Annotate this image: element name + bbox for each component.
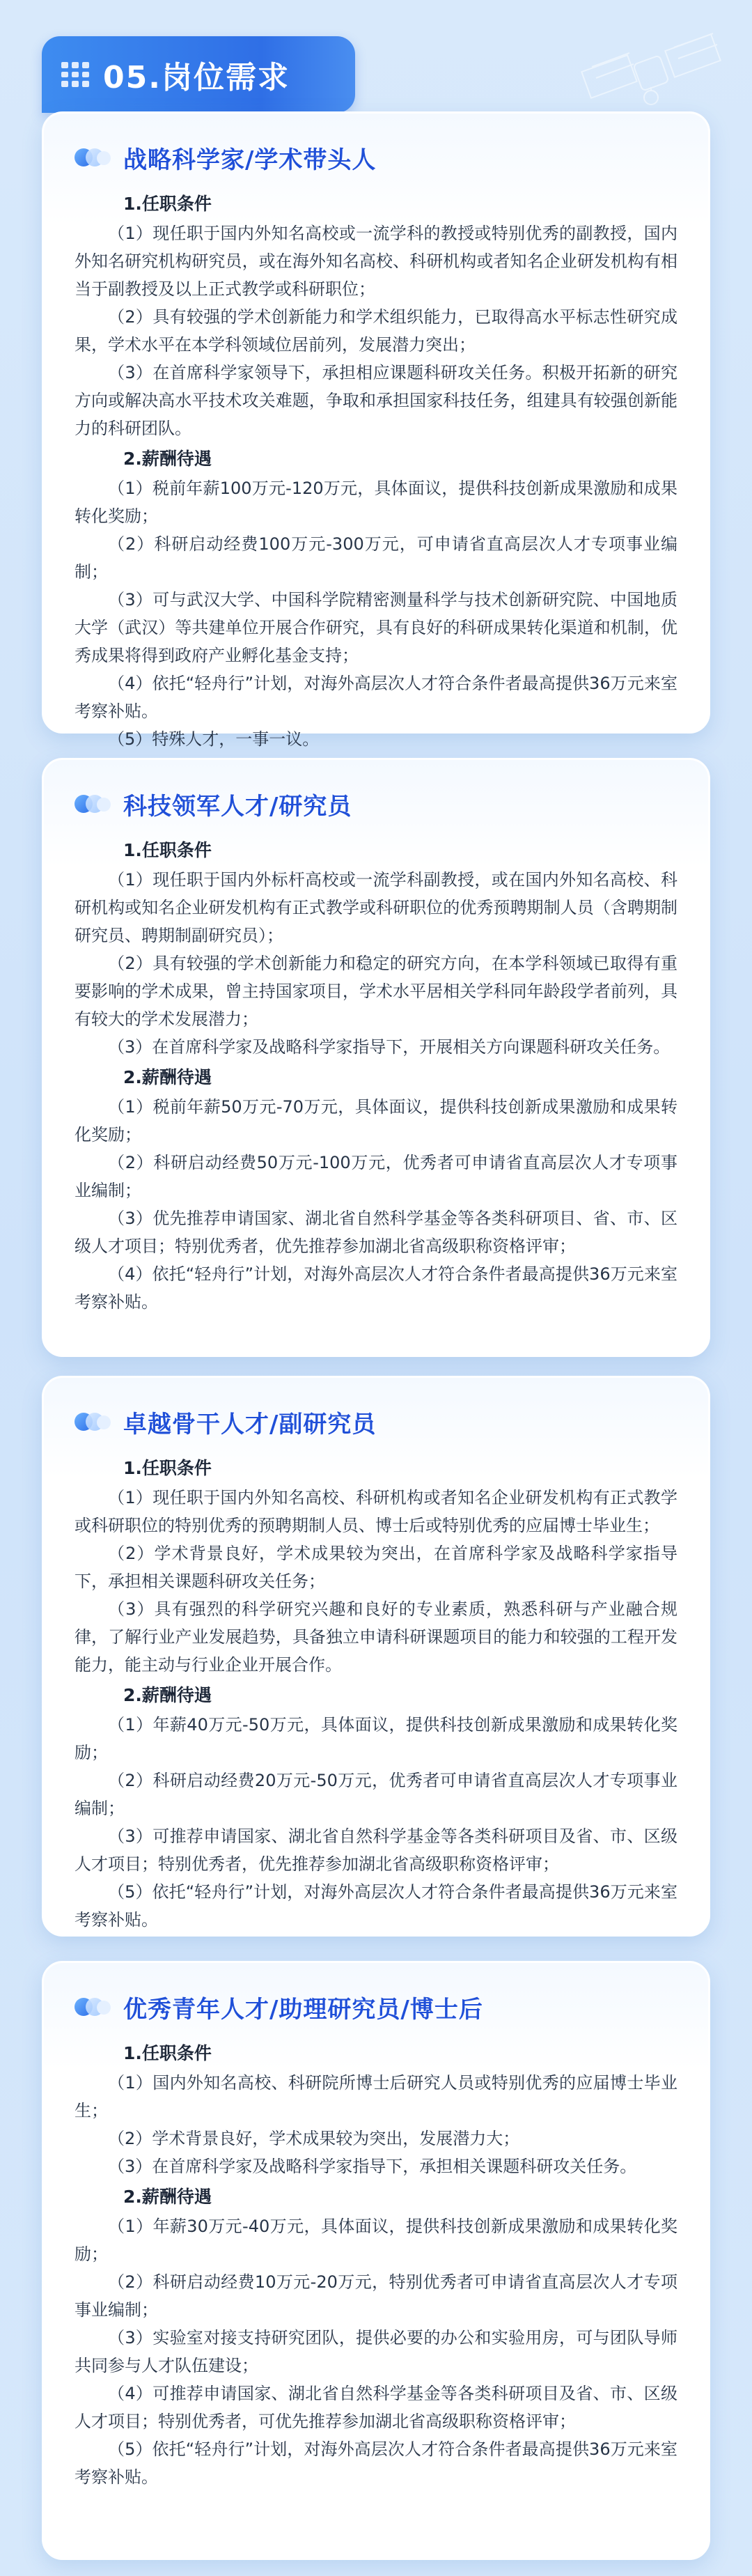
list-item: （1）税前年薪100万元-120万元，具体面议，提供科技创新成果激励和成果转化奖励； — [75, 479, 677, 526]
list-item: （4）依托“轻舟行”计划，对海外高层次人才符合条件者最高提供36万元来室考察补贴。 — [75, 674, 677, 721]
section-heading-qualifications: 1.任职条件 — [123, 1458, 212, 1478]
list-item: （3）优先推荐申请国家、湖北省自然科学基金等各类科研项目、省、市、区级人才项目；特别优秀者，优先推荐参加湖北省高级职称资格评审； — [75, 1209, 677, 1256]
position-card-strategic-scientist — [42, 111, 710, 749]
list-item: （2）科研启动经费50万元-100万元，优秀者可申请省直高层次人才专项事业编制； — [75, 1153, 677, 1200]
card-title: 卓越骨干人才/副研究员 — [123, 1410, 377, 1438]
list-item: （3）在首席科学家及战略科学家指导下，承担相关课题科研攻关任务。 — [108, 2157, 637, 2176]
section-header — [42, 36, 355, 113]
list-item: （2）科研启动经费100万元-300万元，可申请省直高层次人才专项事业编制； — [75, 534, 677, 582]
bubble-icon — [75, 793, 111, 814]
list-item: （5）依托“轻舟行”计划，对海外高层次人才符合条件者最高提供36万元来室考察补贴。 — [75, 2439, 677, 2487]
list-item: （5）依托“轻舟行”计划，对海外高层次人才符合条件者最高提供36万元来室考察补贴。 — [75, 1882, 677, 1930]
card-title: 科技领军人才/研究员 — [123, 792, 352, 821]
section-heading-qualifications: 1.任职条件 — [123, 2043, 212, 2063]
position-card-associate-researcher — [42, 1376, 710, 1937]
section-heading-compensation: 2.薪酬待遇 — [123, 1685, 212, 1705]
card-title: 优秀青年人才/助理研究员/博士后 — [123, 1995, 483, 2024]
list-item: （1）现任职于国内外知名高校、科研机构或者知名企业研发机构有正式教学或科研职位的特别优秀的预聘期制人员、博士后或特别优秀的应届博士毕业生； — [75, 1488, 677, 1535]
card-header — [75, 779, 677, 828]
section-heading-qualifications: 1.任职条件 — [123, 840, 212, 860]
bubble-icon — [75, 1996, 111, 2017]
section-title: 05.岗位需求 — [103, 60, 290, 95]
list-item: （1）现任职于国内外知名高校或一流学科的教授或特别优秀的副教授，国内外知名研究机构研究员，或在海外知名高校、科研机构或者知名企业研发机构有相当于副教授及以上正式教学或科研职位； — [75, 224, 677, 299]
list-item: （2）科研启动经费10万元-20万元，特别优秀者可申请省直高层次人才专项事业编制； — [75, 2272, 677, 2320]
grid-icon — [61, 62, 89, 87]
list-item: （2）具有较强的学术创新能力和学术组织能力，已取得高水平标志性研究成果，学术水平在本学科领域位居前列，发展潜力突出； — [75, 307, 677, 355]
card-title: 战略科学家/学术带头人 — [123, 146, 377, 174]
list-item: （2）学术背景良好，学术成果较为突出，在首席科学家及战略科学家指导下，承担相关课题科研攻关任务； — [75, 1544, 677, 1591]
list-item: （1）年薪40万元-50万元，具体面议，提供科技创新成果激励和成果转化奖励； — [75, 1715, 677, 1762]
card-header — [75, 1397, 677, 1446]
list-item: （2）科研启动经费20万元-50万元，优秀者可申请省直高层次人才专项事业编制； — [75, 1771, 677, 1818]
list-item: （3）在首席科学家及战略科学家指导下，开展相关方向课题科研攻关任务。 — [108, 1037, 671, 1057]
bubble-icon — [75, 1411, 111, 1432]
list-item: （3）可推荐申请国家、湖北省自然科学基金等各类科研项目及省、市、区级人才项目；特别优秀者，优先推荐参加湖北省高级职称资格评审； — [75, 1826, 677, 1874]
list-item: （5）特殊人才，一事一议。 — [108, 729, 320, 749]
list-item: （4）依托“轻舟行”计划，对海外高层次人才符合条件者最高提供36万元来室考察补贴。 — [75, 1264, 677, 1312]
section-heading-compensation: 2.薪酬待遇 — [123, 2187, 212, 2207]
list-item: （3）可与武汉大学、中国科学院精密测量科学与技术创新研究院、中国地质大学（武汉）等共建单位开展合作研究，具有良好的科研成果转化渠道和机制，优秀成果将得到政府产业孵化基金支持； — [75, 590, 677, 665]
list-item: （2）具有较强的学术创新能力和稳定的研究方向，在本学科领域已取得有重要影响的学术成果，曾主持国家项目，学术水平居相关学科同年龄段学者前列，具有较大的学术发展潜力； — [75, 954, 677, 1029]
position-card-young-talent — [42, 1961, 710, 2560]
list-item: （4）可推荐申请国家、湖北省自然科学基金等各类科研项目及省、市、区级人才项目；特别优秀者，可优先推荐参加湖北省高级职称资格评审； — [75, 2384, 677, 2431]
section-heading-compensation: 2.薪酬待遇 — [123, 449, 212, 469]
position-card-tech-leader — [42, 758, 710, 1357]
list-item: （1）税前年薪50万元-70万元，具体面议，提供科技创新成果激励和成果转化奖励； — [75, 1097, 677, 1145]
list-item: （1）国内外知名高校、科研院所博士后研究人员或特别优秀的应届博士毕业生； — [75, 2073, 677, 2120]
card-header — [75, 1983, 677, 2031]
list-item: （1）现任职于国内外标杆高校或一流学科副教授，或在国内外知名高校、科研机构或知名企业研发机构有正式教学或科研职位的优秀预聘期制人员（含聘期制研究员、聘期制副研究员）； — [75, 870, 677, 945]
list-item: （3）实验室对接支持研究团队，提供必要的办公和实验用房，可与团队导师共同参与人才队伍建设； — [75, 2328, 677, 2375]
list-item: （1）年薪30万元-40万元，具体面议，提供科技创新成果激励和成果转化奖励； — [75, 2217, 677, 2264]
card-header — [75, 133, 677, 182]
list-item: （3）在首席科学家领导下，承担相应课题科研攻关任务。积极开拓新的研究方向或解决高水平技术攻关难题，争取和承担国家科技任务，组建具有较强创新能力的科研团队。 — [75, 363, 677, 438]
bubble-icon — [75, 147, 111, 168]
list-item: （2）学术背景良好，学术成果较为突出，发展潜力大； — [108, 2129, 520, 2148]
section-heading-compensation: 2.薪酬待遇 — [123, 1067, 212, 1087]
section-heading-qualifications: 1.任职条件 — [123, 194, 212, 214]
list-item: （3）具有强烈的科学研究兴趣和良好的专业素质，熟悉科研与产业融合规律，了解行业产业发展趋势，具备独立申请科研课题项目的能力和较强的工程开发能力，能主动与行业企业开展合作。 — [75, 1599, 677, 1675]
